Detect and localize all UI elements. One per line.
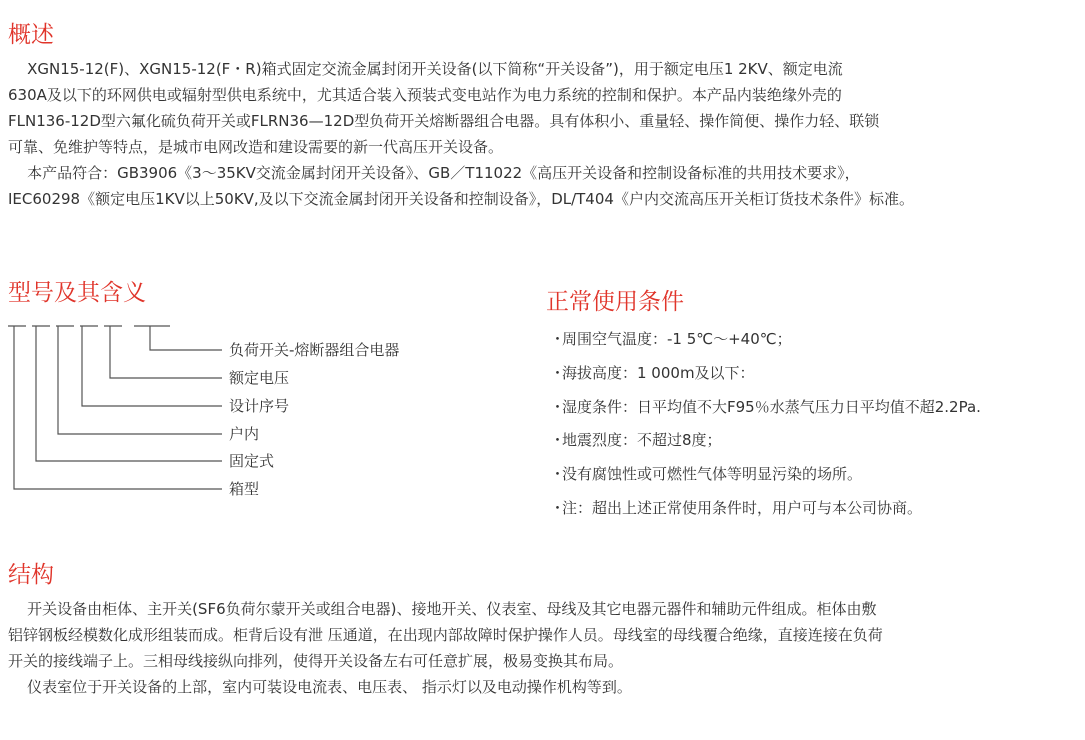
structure-line: 开关的接线端子上。三相母线接纵向排列，使得开关设备左右可任意扩展，极易变换其布局。	[8, 652, 624, 670]
condition-text: 湿度条件：日平均值不大F95％水蒸气压力日平均值不超2.2Pa.	[562, 398, 981, 416]
condition-text: 周围空气温度：-1 5℃～+40℃；	[562, 330, 792, 348]
model-label: 箱型	[229, 480, 260, 498]
model-label: 额定电压	[229, 369, 290, 387]
conditions-heading: 正常使用条件	[546, 289, 684, 315]
condition-text: 地震烈度：不超过8度；	[562, 431, 722, 449]
structure-line: 开关设备由柜体、主开关(SF6负荷尔蒙开关或组合电器)、接地开关、仪表室、母线及其它电器元器件和辅助元件组成。柜体由敷	[8, 600, 877, 618]
model-label: 户内	[229, 425, 260, 443]
structure-line: 仪表室位于开关设备的上部，室内可装设电流表、电压表、 指示灯以及电动操作机构等到。	[8, 678, 632, 696]
bullet-icon: ・	[550, 431, 566, 449]
bullet-icon: ・	[550, 364, 566, 382]
model-label: 负荷开关-熔断器组合电器	[229, 341, 400, 359]
condition-text: 海拔高度：1 000m及以下：	[562, 364, 755, 382]
model-label: 固定式	[229, 452, 275, 470]
bullet-icon: ・	[550, 330, 566, 348]
condition-text: 注：超出上述正常使用条件时，用户可与本公司协商。	[562, 499, 923, 517]
bullet-icon: ・	[550, 499, 566, 517]
condition-item	[550, 497, 922, 519]
model-tree-diagram	[0, 0, 230, 500]
overview-line: IEC60298《额定电压1KV以上50KV,及以下交流金属封闭开关设备和控制设备》，DL/T404《户内交流高压开关柜订货技术条件》标准。	[8, 190, 914, 208]
bullet-icon: ・	[550, 398, 566, 416]
overview-line: 可靠、免维护等特点，是城市电网改造和建设需要的新一代高压开关设备。	[8, 138, 504, 156]
condition-item	[550, 328, 792, 350]
overview-line: XGN15-12(F)、XGN15-12(F・R)箱式固定交流金属封闭开关设备(以下简称“开关设备”)，用于额定电压1 2KV、额定电流	[8, 60, 843, 78]
bullet-icon: ・	[550, 465, 566, 483]
structure-paragraph	[8, 596, 1080, 700]
structure-heading: 结构	[8, 562, 54, 588]
overview-line: 630A及以下的环网供电或辐射型供电系统中，尤其适合装入预装式变电站作为电力系统的控制和保护。本产品内装绝缘外壳的	[8, 86, 842, 104]
structure-line: 铝锌钢板经模数化成形组装而成。柜背后设有泄 压通道，在出现内部故障时保护操作人员。母线室的母线覆合绝缘，直接连接在负荷	[8, 626, 883, 644]
condition-item	[550, 463, 862, 485]
overview-line: FLN136-12D型六氟化硫负荷开关或FLRN36—12D型负荷开关熔断器组合电器。具有体积小、重量轻、操作简便、操作力轻、联锁	[8, 112, 880, 130]
condition-item	[550, 396, 981, 418]
model-label: 设计序号	[229, 397, 290, 415]
overview-heading: 概述	[8, 22, 54, 48]
condition-item	[550, 362, 755, 384]
model-heading: 型号及其含义	[8, 280, 146, 306]
condition-item	[550, 429, 722, 451]
overview-line: 本产品符合：GB3906《3～35KV交流金属封闭开关设备》、GB／T11022《高压开关设备和控制设备标准的共用技术要求》，	[8, 164, 860, 182]
condition-text: 没有腐蚀性或可燃性气体等明显污染的场所。	[562, 465, 863, 483]
